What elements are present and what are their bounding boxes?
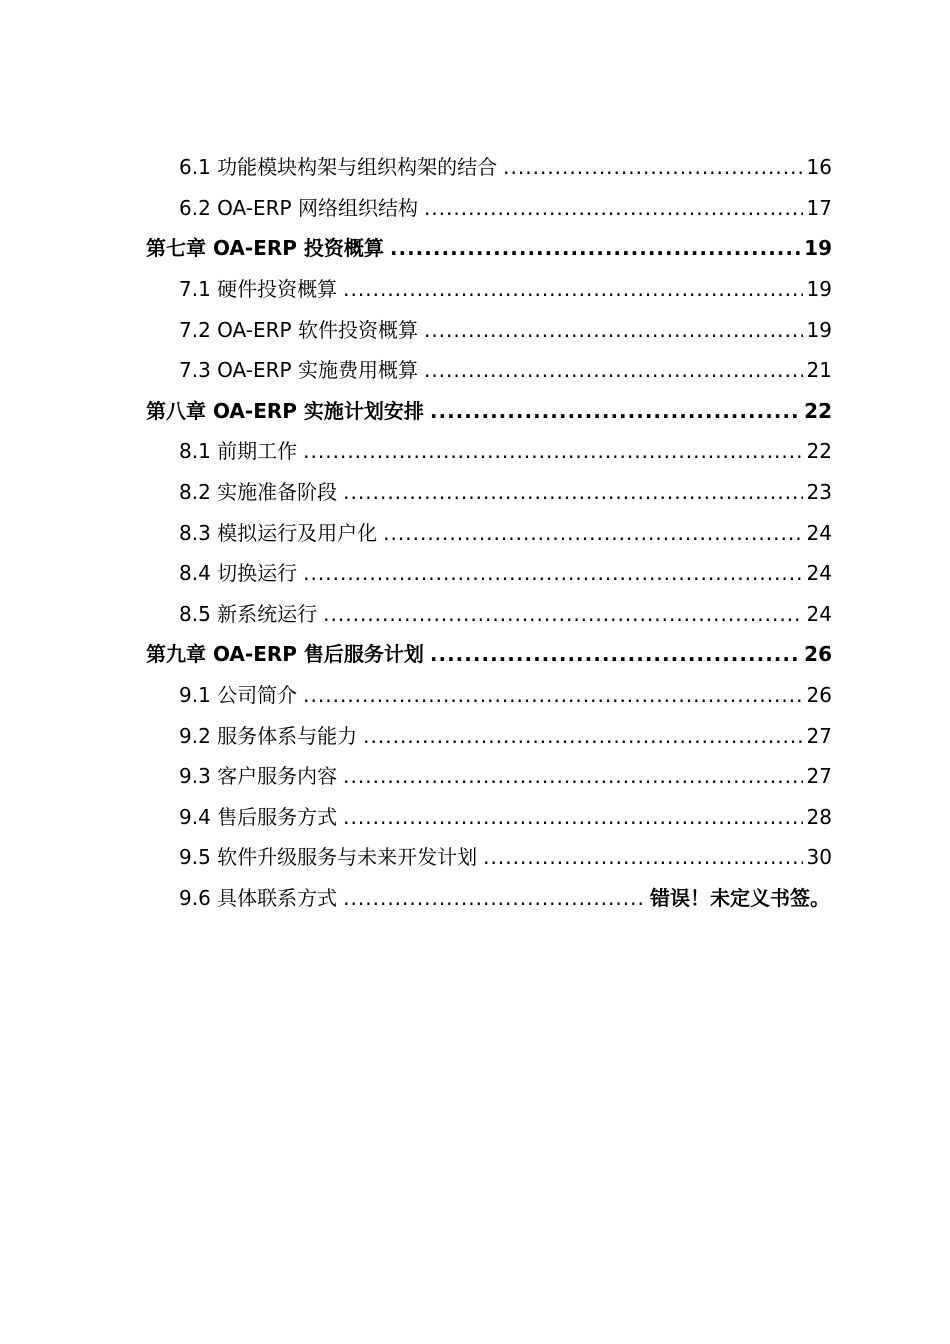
toc-entry[interactable] xyxy=(0,309,950,350)
toc-page-number: 16 xyxy=(806,155,832,180)
toc-dot-leader xyxy=(303,439,802,463)
toc-entry-title: 9.5 软件升级服务与未来开发计划 xyxy=(179,845,478,870)
toc-entry[interactable] xyxy=(0,350,950,391)
toc-entry-title: 7.3 OA-ERP 实施费用概算 xyxy=(179,358,418,383)
toc-entry-title: 第九章 OA-ERP 售后服务计划 xyxy=(146,642,424,667)
toc-page-number: 22 xyxy=(804,398,832,423)
toc-entry-title: 8.3 模拟运行及用户化 xyxy=(179,520,378,545)
toc-entry-title: 7.2 OA-ERP 软件投资概算 xyxy=(179,317,418,342)
toc-dot-leader xyxy=(343,764,802,788)
toc-page-number: 24 xyxy=(806,561,832,586)
toc-dot-leader xyxy=(343,480,802,504)
toc-entry[interactable] xyxy=(0,269,950,310)
toc-entry[interactable] xyxy=(0,553,950,594)
toc-dot-leader xyxy=(430,642,800,666)
toc-entry-title: 9.6 具体联系方式 xyxy=(179,885,338,910)
toc-entry-title: 8.2 实施准备阶段 xyxy=(179,480,338,505)
toc-chapter-entry[interactable] xyxy=(0,228,950,269)
toc-dot-leader xyxy=(363,724,802,748)
toc-dot-leader xyxy=(503,155,802,179)
toc-entry-title: 8.1 前期工作 xyxy=(179,439,298,464)
toc-page-number: 26 xyxy=(804,642,832,667)
toc-page-number: 19 xyxy=(806,317,832,342)
toc-page-number: 24 xyxy=(806,601,832,626)
toc-entry-title: 8.5 新系统运行 xyxy=(179,601,318,626)
toc-entry[interactable] xyxy=(0,472,950,513)
toc-entry[interactable] xyxy=(0,715,950,756)
toc-bookmark-error: 错误！未定义书签。 xyxy=(650,885,830,910)
toc-page-number: 19 xyxy=(806,277,832,302)
toc-dot-leader xyxy=(343,886,646,910)
toc-entry[interactable] xyxy=(0,797,950,838)
toc-page-number: 27 xyxy=(806,764,832,789)
toc-dot-leader xyxy=(303,561,802,585)
toc-entry[interactable] xyxy=(0,147,950,188)
toc-entry-title: 9.4 售后服务方式 xyxy=(179,804,338,829)
toc-chapter-entry[interactable] xyxy=(0,634,950,675)
toc-entry-title: 7.1 硬件投资概算 xyxy=(179,277,338,302)
toc-page-number: 17 xyxy=(806,195,832,220)
toc-entry[interactable] xyxy=(0,188,950,229)
toc-entry-title: 8.4 切换运行 xyxy=(179,561,298,586)
toc-page-number: 27 xyxy=(806,723,832,748)
toc-page-number: 22 xyxy=(806,439,832,464)
toc-dot-leader xyxy=(343,805,802,829)
toc-entry-title: 6.2 OA-ERP 网络组织结构 xyxy=(179,195,418,220)
toc-page-number: 21 xyxy=(806,358,832,383)
toc-entry-title: 第八章 OA-ERP 实施计划安排 xyxy=(146,398,424,423)
toc-dot-leader xyxy=(483,845,802,869)
table-of-contents xyxy=(0,147,950,918)
toc-page-number: 24 xyxy=(806,520,832,545)
toc-dot-leader xyxy=(424,318,803,342)
toc-dot-leader xyxy=(303,683,802,707)
toc-entry[interactable] xyxy=(0,756,950,797)
toc-dot-leader xyxy=(424,196,803,220)
toc-entry[interactable] xyxy=(0,594,950,635)
toc-page-number: 19 xyxy=(804,236,832,261)
toc-chapter-entry[interactable] xyxy=(0,391,950,432)
toc-entry[interactable] xyxy=(0,675,950,716)
toc-entry[interactable] xyxy=(0,431,950,472)
toc-dot-leader xyxy=(430,399,800,423)
toc-page-number: 30 xyxy=(806,845,832,870)
toc-entry[interactable] xyxy=(0,837,950,878)
toc-dot-leader xyxy=(343,277,802,301)
toc-page-number: 28 xyxy=(806,804,832,829)
toc-dot-leader xyxy=(323,602,802,626)
toc-page-number: 26 xyxy=(806,683,832,708)
toc-entry-title: 9.3 客户服务内容 xyxy=(179,764,338,789)
toc-entry[interactable] xyxy=(0,878,950,919)
toc-entry[interactable] xyxy=(0,512,950,553)
toc-entry-title: 9.2 服务体系与能力 xyxy=(179,723,358,748)
toc-entry-title: 9.1 公司简介 xyxy=(179,683,298,708)
toc-dot-leader xyxy=(424,358,803,382)
toc-page-number: 23 xyxy=(806,480,832,505)
toc-entry-title: 第七章 OA-ERP 投资概算 xyxy=(146,236,384,261)
toc-dot-leader xyxy=(383,521,802,545)
toc-dot-leader xyxy=(390,236,800,260)
toc-entry-title: 6.1 功能模块构架与组织构架的结合 xyxy=(179,155,498,180)
